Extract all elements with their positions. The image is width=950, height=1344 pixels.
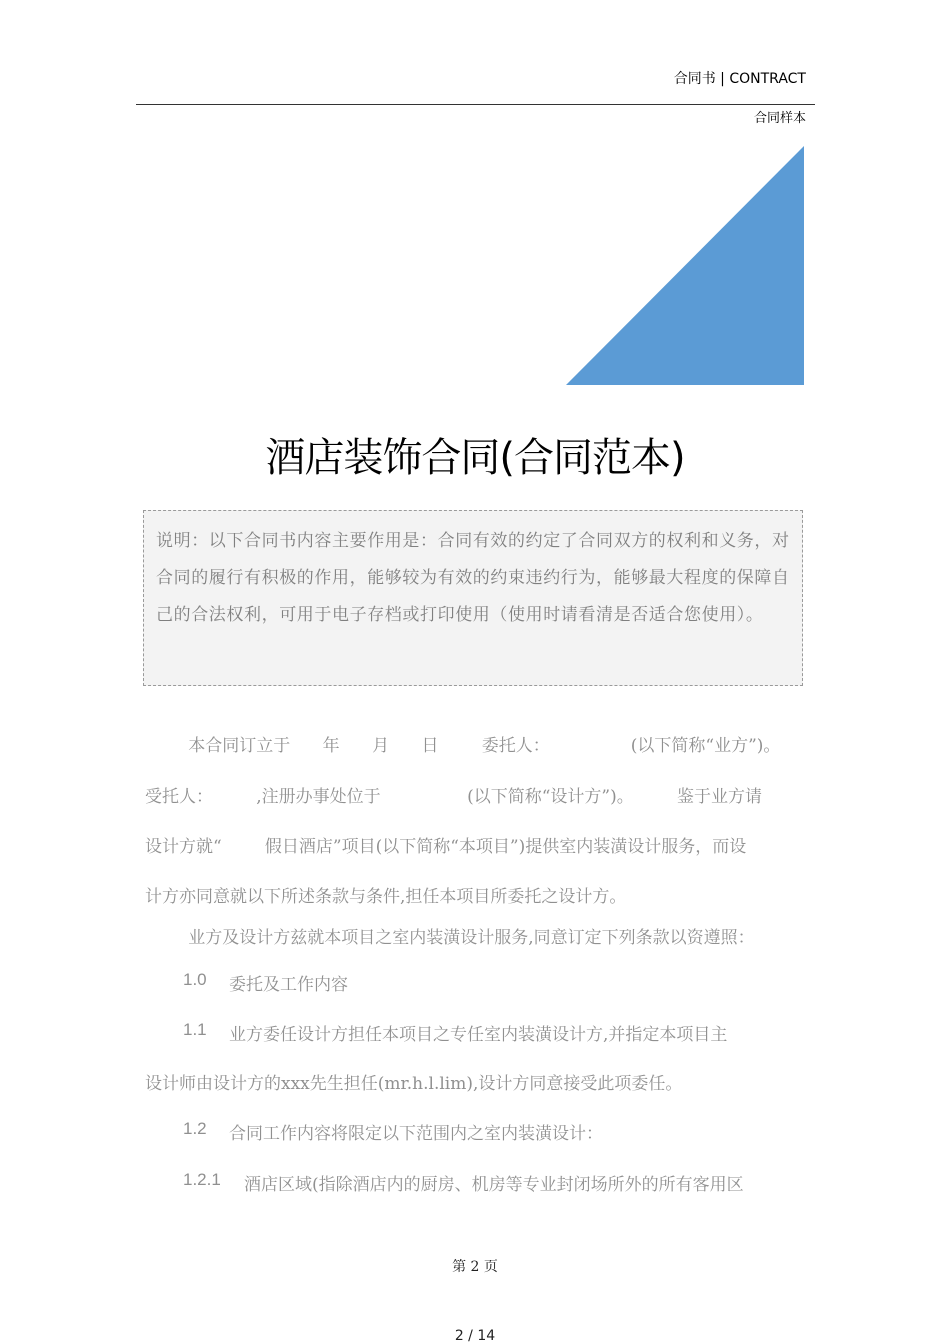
header-divider — [136, 104, 815, 105]
note-text: 说明：以下合同书内容主要作用是：合同有效的约定了合同双方的权利和义务，对合同的履行有积极的作用，能够较为有效的约束违约行为，能够最大程度的保障自己的合法权利，可用于电子存档或打印使用（使用时请看清是否适合您使用）。 — [156, 531, 790, 625]
section-heading: 委托及工作内容 — [229, 975, 348, 995]
body-line: 本合同订立于 年 月 日 委托人： (以下简称“业方”)。 — [145, 736, 781, 756]
note-box — [143, 510, 803, 686]
section-text: 业方委任设计方担任本项目之专任室内装潢设计方,并指定本项目主 — [229, 1025, 728, 1045]
section-number: 1.2.1 — [183, 1170, 221, 1189]
body-line: 受托人： ,注册办事处位于 (以下简称“设计方”)。 鉴于业方请 — [145, 787, 762, 807]
header-label: 合同书 | CONTRACT — [673, 71, 806, 87]
body-line: 计方亦同意就以下所述条款与条件,担任本项目所委托之设计方。 — [145, 887, 627, 907]
page-number-label: 第 2 页 — [452, 1259, 498, 1275]
section-number: 1.0 — [183, 970, 207, 989]
section-text: 合同工作内容将限定以下范围内之室内装潢设计： — [229, 1124, 603, 1144]
section-text: 酒店区域(指除酒店内的厨房、机房等专业封闭场所外的所有客用区 — [244, 1175, 744, 1195]
body-line: 业方及设计方兹就本项目之室内装潢设计服务,同意订定下列条款以资遵照： — [145, 928, 755, 948]
header-sub-label: 合同样本 — [753, 111, 806, 126]
section-number: 1.2 — [183, 1119, 207, 1138]
body-line: 设计方就“ 假日酒店”项目(以下简称“本项目”)提供室内装潢设计服务，而设 — [145, 837, 747, 857]
section-text-continued: 设计师由设计方的xxx先生担任(mr.h.l.lim),设计方同意接受此项委任。 — [145, 1074, 683, 1094]
section-number: 1.1 — [183, 1020, 207, 1039]
decorative-triangle — [566, 146, 804, 385]
page-count: 2 / 14 — [454, 1328, 496, 1344]
document-title: 酒店装饰合同(合同范本) — [265, 435, 685, 481]
